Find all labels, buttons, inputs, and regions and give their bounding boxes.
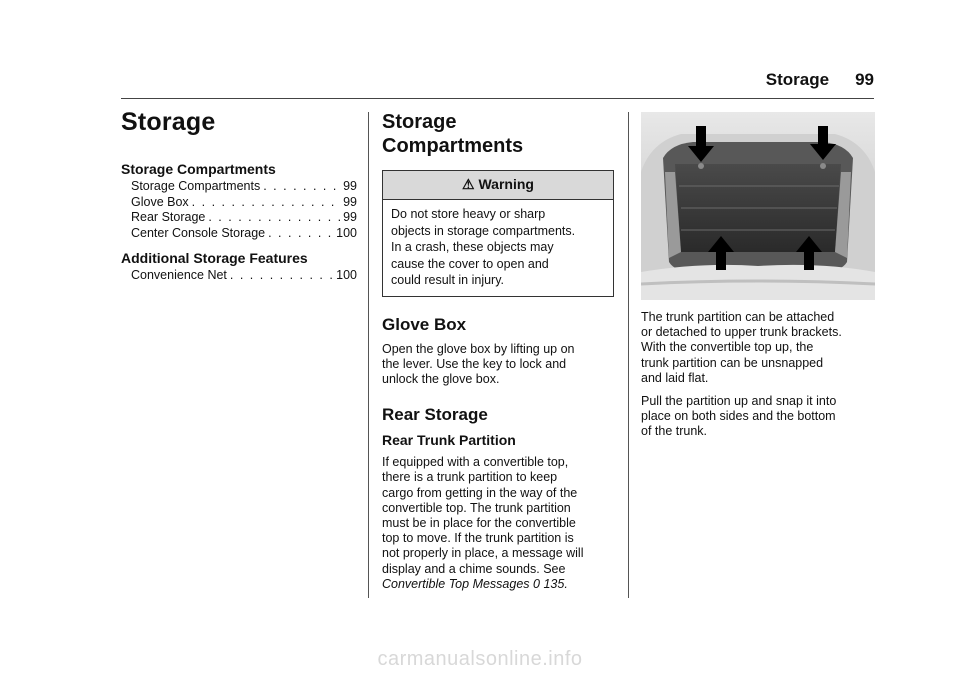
right-column (641, 112, 875, 448)
toc-section-heading: Storage Compartments (121, 161, 276, 177)
toc-entry[interactable]: Glove Box . . . 99 (131, 195, 357, 211)
cross-reference-link[interactable]: Convertible Top Messages 0 135. (382, 576, 568, 591)
toc-section-list (131, 179, 357, 241)
partition-text-1: The trunk partition can be attached or detached to upper trunk brackets. With the convertible top up, the trunk partition can be unsnapped and laid flat. (641, 310, 842, 385)
rear-storage-text: If equipped with a convertible top, there is a trunk partition to keep cargo from getting in the way of the convertible top. The trunk partition must be in place for the convertible top to move. If the trunk partition is not properly in place, a message will display and a chime sounds. See Convertible Top Messages 0 135. (382, 455, 614, 592)
watermark: carmanualsonline.info (377, 648, 583, 670)
glove-box-text: Open the glove box by lifting up on the lever. Use the key to lock and unlock the glove box. (382, 341, 575, 386)
section-title: Storage Compartments (382, 111, 524, 157)
glove-box-heading: Glove Box (382, 314, 467, 334)
page-ref-symbol: 0 (533, 576, 540, 591)
toc-entry[interactable]: Rear Storage . . . 99 (131, 210, 357, 226)
main-column (382, 110, 614, 600)
trunk-partition-photo (641, 112, 875, 300)
chapter-title: Storage (121, 108, 216, 136)
partition-text-2: Pull the partition up and snap it into place on both sides and the bottom of the trunk. (641, 394, 837, 439)
toc-entry[interactable]: Convenience Net . . . 100 (131, 268, 357, 284)
toc-section-list (131, 268, 357, 284)
bracket (820, 163, 826, 169)
warning-icon: ⚠ (462, 176, 475, 192)
warning-box (382, 170, 614, 297)
running-header (766, 70, 874, 90)
chapter-toc (121, 108, 357, 284)
toc-entry[interactable]: Center Console Storage . . . 100 (131, 226, 357, 242)
column-divider-1 (368, 112, 369, 598)
warning-title: Warning (478, 176, 534, 192)
toc-entry[interactable]: Storage Compartments . . . 99 (131, 179, 357, 195)
header-rule (121, 98, 874, 99)
warning-text: Do not store heavy or sharp objects in storage compartments. In a crash, these objects may cause the cover to open and could result in injury. (391, 207, 576, 287)
warning-header (383, 171, 613, 200)
page-number: 99 (855, 70, 874, 89)
toc-section-heading: Additional Storage Features (121, 250, 308, 266)
bracket (698, 163, 704, 169)
rear-trunk-partition-heading: Rear Trunk Partition (382, 432, 516, 449)
header-section: Storage (765, 70, 830, 89)
column-divider-2 (628, 112, 629, 598)
rear-storage-heading: Rear Storage (382, 405, 488, 425)
